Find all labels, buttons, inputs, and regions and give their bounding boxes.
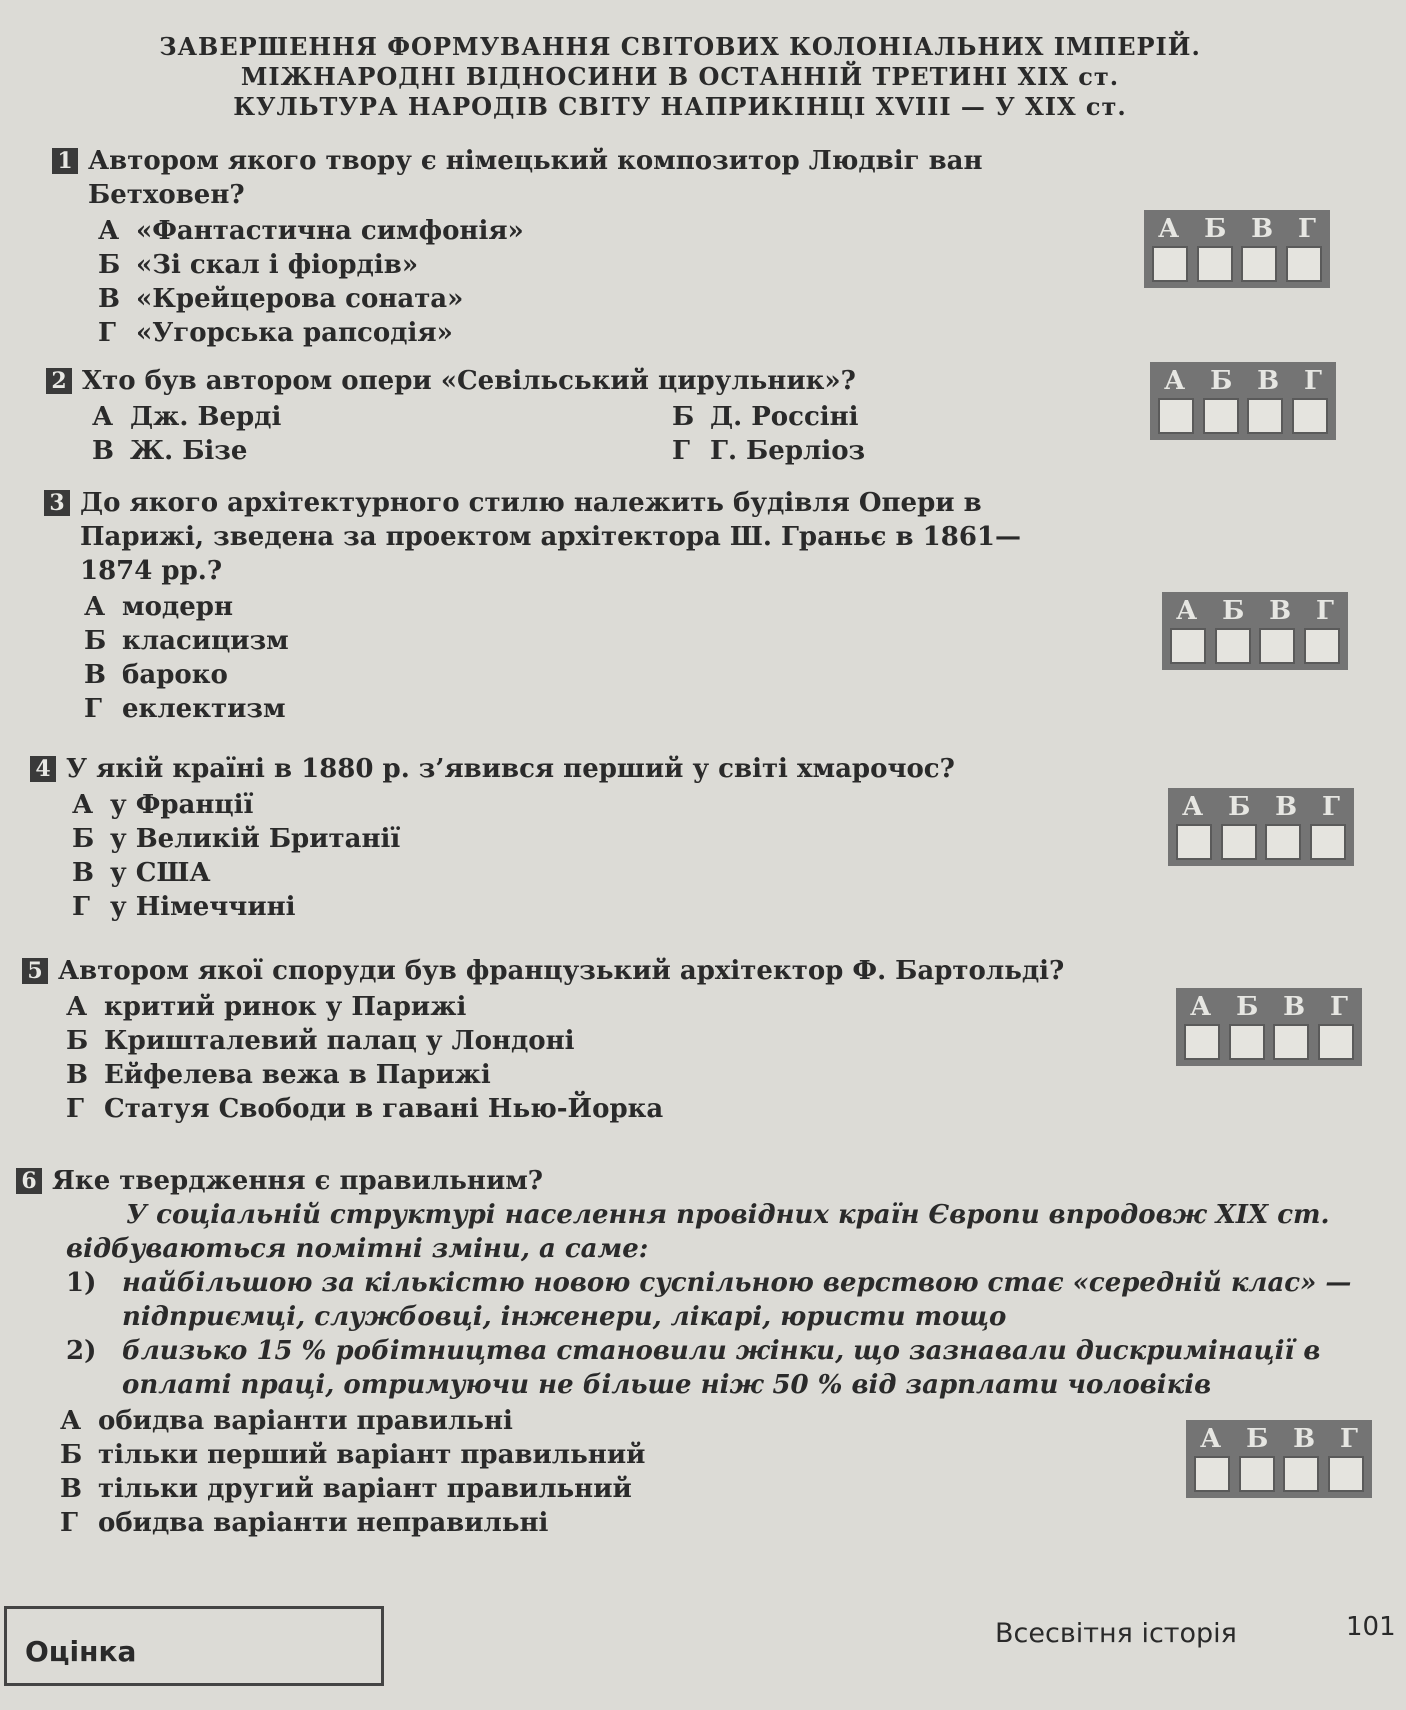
option-a: А обидва варіанти правильні <box>60 1406 513 1436</box>
option-d: Г «Угорська рапсодія» <box>98 318 453 348</box>
option-a: А Дж. Верді <box>92 402 282 432</box>
question-number: 3 <box>44 490 70 516</box>
grade-label: Оцінка <box>25 1635 137 1668</box>
option-b: Б Д. Россіні <box>672 402 859 432</box>
answer-box-4: А Б В Г <box>1168 788 1354 866</box>
option-a: А критий ринок у Парижі <box>66 992 467 1022</box>
answer-cell-d[interactable] <box>1304 628 1340 664</box>
answer-cell-c[interactable] <box>1283 1456 1319 1492</box>
option-d: Г обидва варіанти неправильні <box>60 1508 549 1538</box>
answer-cell-d[interactable] <box>1286 246 1322 282</box>
answer-cell-b[interactable] <box>1229 1024 1265 1060</box>
option-a: А модерн <box>84 592 234 622</box>
question-3 <box>44 486 1070 726</box>
answer-cell-a[interactable] <box>1158 398 1194 434</box>
title-line-1: ЗАВЕРШЕННЯ ФОРМУВАННЯ СВІТОВИХ КОЛОНІАЛЬНИХ ІМПЕРІЙ. <box>159 32 1201 61</box>
question-number: 2 <box>46 368 72 394</box>
page-title <box>150 32 1210 122</box>
answer-box-3: А Б В Г <box>1162 592 1348 670</box>
option-d: Г у Німеччині <box>72 892 296 922</box>
option-b: Б тільки перший варіант правильний <box>60 1440 646 1470</box>
option-c: В Ж. Бізе <box>92 436 248 466</box>
answer-cell-d[interactable] <box>1328 1456 1364 1492</box>
answer-cell-c[interactable] <box>1259 628 1295 664</box>
answer-cell-d[interactable] <box>1310 824 1346 860</box>
question-1 <box>52 144 1048 350</box>
answer-cell-b[interactable] <box>1197 246 1233 282</box>
question-text: У якій країні в 1880 р. з’явився перший у світі хмарочос? <box>66 754 955 784</box>
answer-box-1: А Б В Г <box>1144 210 1330 288</box>
answer-cell-b[interactable] <box>1221 824 1257 860</box>
statement-text: У соціальній структурі населення провідних країн Європи впродовж XIX ст. відбуваються помітні зміни, а саме: <box>66 1200 1330 1264</box>
answer-cell-b[interactable] <box>1203 398 1239 434</box>
question-text: Автором якої споруди був французький архітектор Ф. Бартольді? <box>58 956 1065 986</box>
claim-1: 1) найбільшою за кількістю новою суспільною верствою стає «середній клас» — підприємці, службовці, інженери, лікарі, юристи тощо <box>66 1268 1352 1332</box>
question-text: Автором якого твору є німецький композитор Людвіг ван Бетховен? <box>88 146 983 210</box>
answer-box-6: А Б В Г <box>1186 1420 1372 1498</box>
title-line-2: МІЖНАРОДНІ ВІДНОСИНИ В ОСТАННІЙ ТРЕТИНІ XIX ст. <box>240 62 1120 91</box>
option-b: Б у Великій Британії <box>72 824 401 854</box>
option-c: В бароко <box>84 660 228 690</box>
question-text: Яке твердження є правильним? <box>52 1166 544 1196</box>
question-number: 6 <box>16 1168 42 1194</box>
question-text: До якого архітектурного стилю належить будівля Опери в Парижі, зведена за проектом архітектора Ш. Граньє в 1861—1874 рр.? <box>80 488 1022 586</box>
question-number: 1 <box>52 148 78 174</box>
answer-cell-a[interactable] <box>1152 246 1188 282</box>
question-6 <box>16 1164 1376 1540</box>
title-line-3: КУЛЬТУРА НАРОДІВ СВІТУ НАПРИКІНЦІ XVIII — У XIX ст. <box>233 92 1127 121</box>
answer-cell-a[interactable] <box>1194 1456 1230 1492</box>
option-a: А у Франції <box>72 790 254 820</box>
answer-cell-c[interactable] <box>1265 824 1301 860</box>
answer-cell-d[interactable] <box>1318 1024 1354 1060</box>
question-4 <box>30 752 1066 924</box>
option-b: Б класицизм <box>84 626 289 656</box>
question-number: 4 <box>30 756 56 782</box>
question-number: 5 <box>22 958 48 984</box>
question-text: Хто був автором опери «Севільський цирульник»? <box>82 366 856 396</box>
answer-cell-d[interactable] <box>1292 398 1328 434</box>
answer-box-5: А Б В Г <box>1176 988 1362 1066</box>
answer-cell-b[interactable] <box>1239 1456 1275 1492</box>
option-b: Б «Зі скал і фіордів» <box>98 250 419 280</box>
answer-cell-c[interactable] <box>1247 398 1283 434</box>
option-c: В «Крейцерова соната» <box>98 284 464 314</box>
page-number: 101 <box>1346 1612 1396 1642</box>
option-b: Б Кришталевий палац у Лондоні <box>66 1026 575 1056</box>
option-d: Г еклектизм <box>84 694 286 724</box>
answer-cell-c[interactable] <box>1273 1024 1309 1060</box>
subject-name: Всесвітня історія <box>995 1618 1237 1649</box>
answer-cell-b[interactable] <box>1215 628 1251 664</box>
answer-cell-a[interactable] <box>1176 824 1212 860</box>
option-c: В тільки другий варіант правильний <box>60 1474 632 1504</box>
grade-box[interactable] <box>4 1606 384 1686</box>
option-d: Г Статуя Свободи в гавані Нью-Йорка <box>66 1094 664 1124</box>
claim-2: 2) близько 15 % робітництва становили жінки, що зазнавали дискримінації в оплаті праці, отримуючи не більше ніж 50 % від зарплати чоловіків <box>66 1336 1321 1400</box>
answer-cell-a[interactable] <box>1170 628 1206 664</box>
answer-cell-a[interactable] <box>1184 1024 1220 1060</box>
option-c: В Ейфелева вежа в Парижі <box>66 1060 491 1090</box>
option-a: А «Фантастична симфонія» <box>98 216 524 246</box>
question-2 <box>46 364 1072 468</box>
answer-cell-c[interactable] <box>1241 246 1277 282</box>
question-5 <box>22 954 1078 1126</box>
option-d: Г Г. Берліоз <box>672 436 866 466</box>
answer-box-2: А Б В Г <box>1150 362 1336 440</box>
option-c: В у США <box>72 858 211 888</box>
